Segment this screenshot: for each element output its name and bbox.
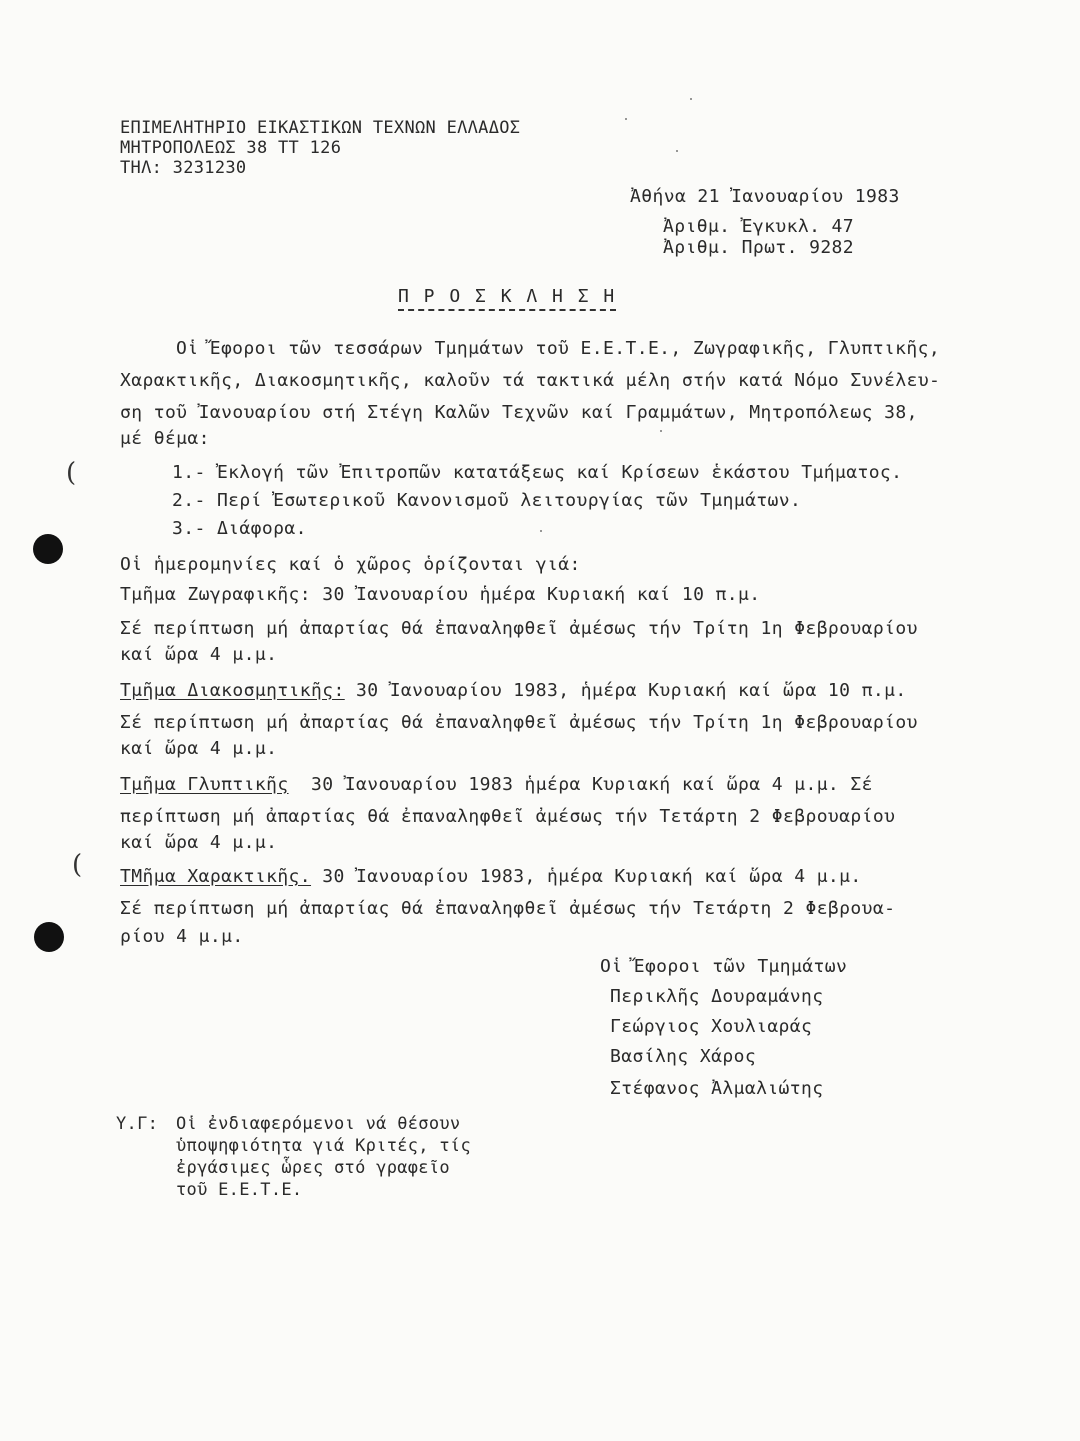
section-sculpture [120, 774, 873, 796]
intro-line: Οἱ Ἔφοροι τῶν τεσσάρων Τμημάτων τοῦ Ε.Ε.Τ.Ε., Ζωγραφικῆς, Γλυπτικῆς, [176, 338, 941, 359]
section-painting-time: καί ὥρα 4 μ.μ. [120, 644, 278, 665]
agenda-item: 2.- Περί Ἐσωτερικοῦ Κανονισμοῦ λειτουργίας τῶν Τμημάτων. [172, 490, 802, 511]
postscript-line: Οἱ ἐνδιαφερόμενοι νά θέσουν [176, 1114, 461, 1134]
section-decorative-date: 30 Ἰανουαρίου 1983, ἡμέρα Κυριακή καί ὥρα 10 π.μ. [344, 680, 907, 701]
postscript-line: ἐργάσιμες ὧρες στό γραφεῖο [176, 1158, 450, 1178]
protocol-number: Ἀριθμ. Πρωτ. 9282 [663, 237, 855, 258]
signatures-heading: Οἱ Ἔφοροι τῶν Τμημάτων [600, 956, 848, 977]
intro-line: μέ θέμα: [120, 428, 210, 449]
section-decorative [120, 680, 907, 702]
section-painting-date: 30 Ἰανουαρίου ἡμέρα Κυριακή καί 10 π.μ. [311, 584, 761, 605]
punch-hole [34, 922, 64, 952]
dates-intro: Οἱ ἡμερομηνίες καί ὁ χῶρος ὁρίζονται γιά: [120, 554, 581, 575]
circular-number: Ἀριθμ. Ἐγκυκλ. 47 [663, 216, 855, 237]
section-painting-name: Τμῆμα Ζωγραφικῆς: [120, 584, 312, 605]
intro-line: Χαρακτικῆς, Διακοσμητικῆς, καλοῦν τά τακτικά μέλη στήν κατά Νόμο Συνέλευ- [120, 370, 941, 391]
scan-speck [540, 530, 542, 532]
document-title: Π Ρ Ο Σ Κ Λ Η Σ Η [398, 286, 617, 307]
section-decorative-time: καί ὥρα 4 μ.μ. [120, 738, 278, 759]
section-painting-fallback: Σέ περίπτωση μή ἀπαρτίας θά ἐπαναληφθεῖ ἀμέσως τήν Τρίτη 1η Φεβρουαρίου [120, 618, 918, 639]
signatory-name: Βασίλης Χάρος [610, 1046, 757, 1067]
section-engraving-date: 30 Ἰανουαρίου 1983, ἡμέρα Κυριακή καί ὥρα 4 μ.μ. [311, 866, 862, 887]
section-sculpture-date: 30 Ἰανουαρίου 1983 ἡμέρα Κυριακή καί ὥρα 4 μ.μ. Σέ [288, 774, 873, 795]
section-engraving-fallback: Σέ περίπτωση μή ἀπαρτίας θά ἐπαναληφθεῖ ἀμέσως τήν Τετάρτη 2 Φεβρουα- [120, 898, 896, 919]
agenda-item: 3.- Διάφορα. [172, 518, 307, 539]
section-engraving [120, 866, 862, 888]
postscript-line: τοῦ Ε.Ε.Τ.Ε. [176, 1180, 303, 1200]
signatory-name: Περικλῆς Δουραμάνης [610, 986, 824, 1007]
section-sculpture-fallback: περίπτωση μή ἀπαρτίας θά ἐπαναληφθεῖ ἀμέσως τήν Τετάρτη 2 Φεβρουαρίου [120, 806, 896, 827]
title-underline [398, 309, 616, 311]
margin-paren-mark: ( [72, 850, 83, 880]
scan-speck [676, 150, 678, 152]
signatory-name: Γεώργιος Χουλιαράς [610, 1016, 813, 1037]
org-phone: ΤΗΛ: 3231230 [120, 158, 247, 178]
section-painting [120, 584, 761, 606]
scan-speck [625, 118, 627, 120]
signatory-name: Στέφανος Ἀλμαλιώτης [610, 1078, 824, 1099]
section-decorative-fallback: Σέ περίπτωση μή ἀπαρτίας θά ἐπαναληφθεῖ ἀμέσως τήν Τρίτη 1η Φεβρουαρίου [120, 712, 918, 733]
punch-hole [33, 534, 63, 564]
intro-line: ση τοῦ Ἰανουαρίου στή Στέγη Καλῶν Τεχνῶν καί Γραμμάτων, Μητροπόλεως 38, [120, 402, 918, 423]
agenda-item: 1.- Ἐκλογή τῶν Ἐπιτροπῶν κατατάξεως καί Κρίσεων ἑκάστου Τμήματος. [172, 462, 903, 483]
section-sculpture-name: Τμῆμα Γλυπτικῆς [120, 774, 289, 795]
org-address: ΜΗΤΡΟΠΟΛΕΩΣ 38 ΤΤ 126 [120, 138, 342, 158]
postscript-label: Υ.Γ: [116, 1114, 159, 1134]
scan-speck [660, 430, 662, 432]
section-engraving-name: ΤΜῆμα Χαρακτικῆς. [120, 866, 312, 887]
letter-date: Ἀθήνα 21 Ἰανουαρίου 1983 [630, 186, 900, 207]
section-engraving-time: ρίου 4 μ.μ. [120, 926, 244, 947]
org-name: ΕΠΙΜΕΛΗΤΗΡΙΟ ΕΙΚΑΣΤΙΚΩΝ ΤΕΧΝΩΝ ΕΛΛΑΔΟΣ [120, 118, 521, 138]
margin-paren-mark: ( [66, 458, 77, 488]
postscript-line: ὑποψηφιότητα γιά Κριτές, τίς [176, 1136, 471, 1156]
scan-speck [690, 98, 692, 100]
section-sculpture-time: καί ὥρα 4 μ.μ. [120, 832, 278, 853]
section-decorative-name: Τμῆμα Διακοσμητικῆς: [120, 680, 345, 701]
